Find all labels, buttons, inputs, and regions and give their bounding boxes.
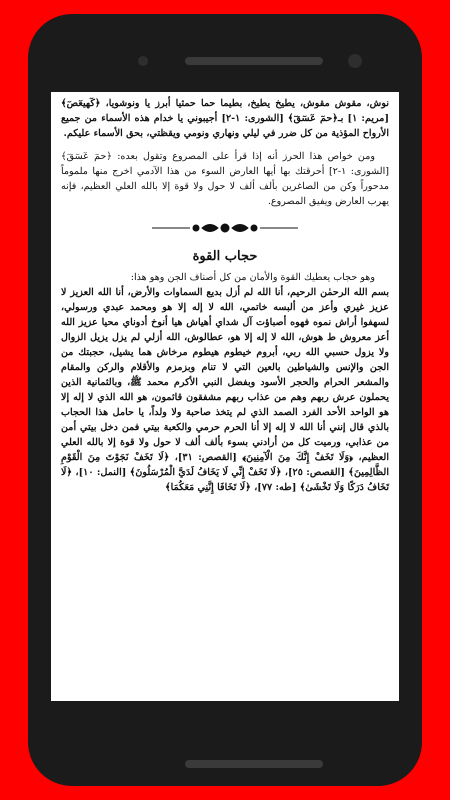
section-heading: حجاب القوة — [192, 249, 258, 264]
paragraph-top: نوش، مقوش مقوش، يطيخ يطيخ، بطيما حما حمثيا أبرز يا ونوشويا، ﴿كٓهيعٓصٓ﴾ [مريم: ١] بـ﴿حمٓ عٓسٓقٓ﴾ [الشورى: ١-٢] أجيبوني يا خدام هذه الأسماء من جميع الأرواح المؤذية من كل ضرر في ليلي ونهاري ونومي ويقظتي، بحق الأسماء عليكم. — [61, 98, 389, 139]
top-speaker — [185, 57, 323, 65]
intro-line: وهو حجاب يعطيك القوة والأمان من كل أصناف الجن وهو هذا: — [130, 272, 375, 283]
front-camera — [348, 54, 362, 68]
book-page[interactable] — [51, 92, 399, 495]
proximity-sensor — [138, 56, 148, 66]
paragraph-second: ومن خواص هذا الحرز أنه إذا قرأ على المصروع وتقول بعده: ﴿حمٓ عٓسٓقٓ﴾ [الشورى: ١-٢] أحرقتك بها أيها العارض السوء من هذا الآدمي اخرج منها ملموماً مدحوراً وكن من الصاغرين بألف ألف لا حول ولا قوة إلا بالله العلي العظيم، فإنه يهرب العارض ويفيق المصروع. — [61, 151, 389, 207]
hijab-text: بسم الله الرحمٰن الرحيم، أنا الله لم أزل بديع السماوات والأرض، أنا الله العزيز لا عزيز غيري وأعز من ألبسه خاتمي، الله لا إله إلا هو ومحمد عبدي ورسولي، لسهفوا أراش نموه فهوه أصباؤت آل شداي أهياش هيا أنوخ أدوناي محيا عزيز الله أعز معروش ط هوش، الله لا إله إلا هو، عطالوش، الله أزلي لم يزل يزيل الزوال ولا يزول حسبي الله ربي، أبروم خيطوم هيطوم مرخاش هما يشيل، حجبتك من الجن والإنس والشياطين بالعين التي لا تنام وبزمزم والأقلام والركن والمقام والمشعر الحرام والحجر الأسود وبفضل النبي الأكرم محمد ﷺ، وبالثمانية الذين يحملون عرش ربهم وهم من عذاب ربهم مشفقون قائمون، هو الله الذي لا إله إلا هو الواحد الأحد الفرد الصمد الذي لم يتخذ صاحبة ولا ولداً، يا حامل هذا الحجاب بالذي قال إنني أنا الله لا إله إلا أنا الحرم حرمي والكعبة بيتي فمن دخل بيتي أمن من عذابي، ورميت كل من أرادني بسوء بألف ألف لا حول ولا قوة إلا بالله العلي العظيم، ﴿وَلَا تَخَفْ إِنَّكَ مِنَ الْآمِنِينَ﴾ [القصص: ٣١]، ﴿لَا تَخَفْ نَجَوْتَ مِنَ الْقَوْمِ الظَّالِمِينَ﴾ [القصص: ٢٥]، ﴿لَا تَخَفْ إِنِّي لَا يَخَافُ لَدَيَّ الْمُرْسَلُونَ﴾ [النمل: ١٠]، ﴿لَا تَخَافُ دَرَكًا وَلَا تَخْشَىٰ﴾ [طه: ٧٧]، ﴿لَا تَخَافَا إِنَّنِي مَعَكُمَا﴾ — [61, 287, 389, 493]
screen[interactable] — [51, 92, 399, 701]
ornament-divider — [61, 219, 389, 237]
bottom-speaker — [185, 760, 323, 768]
